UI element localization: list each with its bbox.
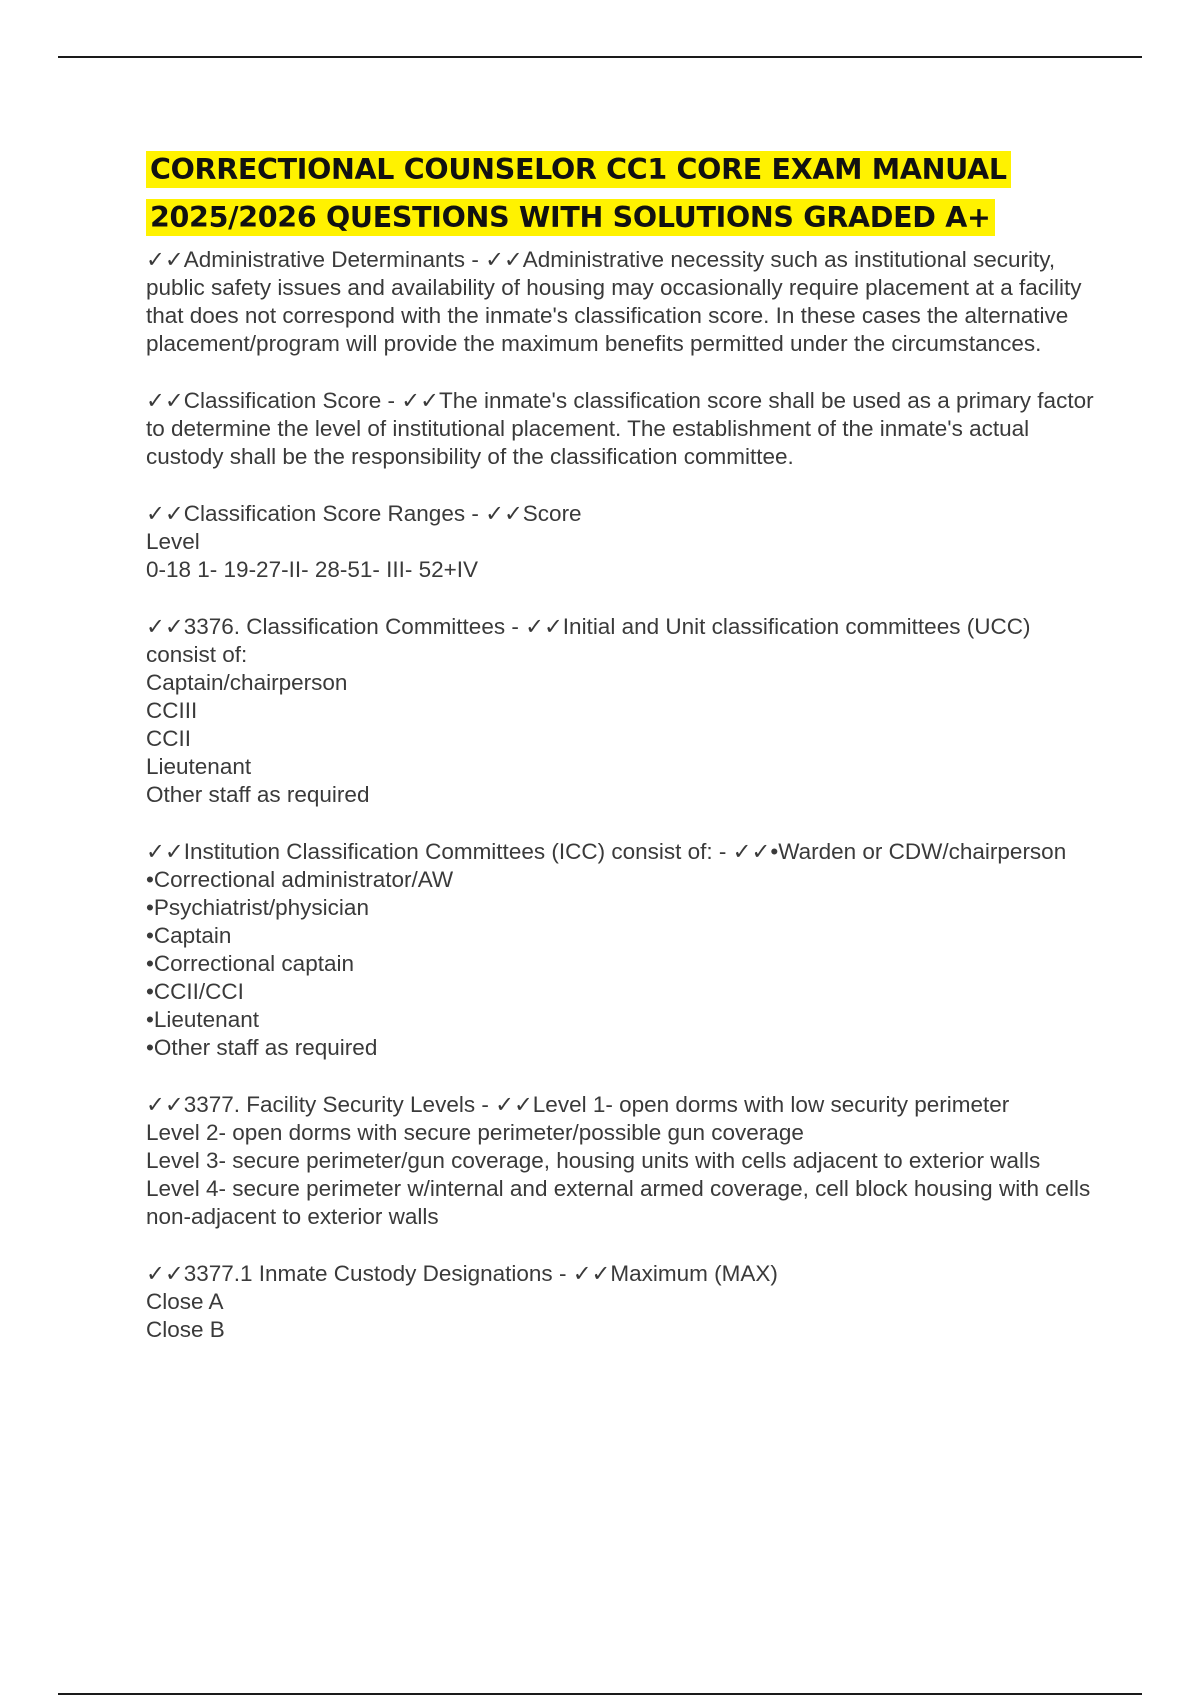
flashcard-classification-score-ranges [146,500,1096,584]
card-line: •Lieutenant [146,1007,259,1032]
flashcard-classification-committees [146,613,1096,809]
card-separator: - [475,1092,496,1117]
card-line: •Captain [146,923,232,948]
flashcard-institution-classification-committees [146,838,1096,1062]
card-separator: - [505,614,526,639]
card-line: •Other staff as required [146,1035,378,1060]
card-line: Level 4- secure perimeter w/internal and external armed coverage, cell block housing with cells non-adjacent to exterior walls [146,1176,1097,1229]
card-line: •Correctional administrator/AW [146,867,454,892]
card-line: •Correctional captain [146,951,354,976]
flashcard-administrative-determinants [146,246,1096,358]
card-answer: ✓✓Initial and Unit classification committees (UCC) consist of: [146,614,1031,667]
card-line: Other staff as required [146,782,370,807]
card-line: 0-18 1- 19-27-II- 28-51- III- 52+IV [146,557,479,582]
card-line: Lieutenant [146,754,252,779]
card-term: ✓✓Classification Score [146,388,382,413]
card-term: ✓✓3377.1 Inmate Custody Designations [146,1261,553,1286]
card-line: Level [146,529,200,554]
card-answer: ✓✓Level 1- open dorms with low security perimeter [495,1092,1010,1117]
card-answer: ✓✓Maximum (MAX) [572,1261,778,1286]
flashcard-classification-score [146,387,1096,471]
card-line: Close B [146,1317,225,1342]
card-line: Captain/chairperson [146,670,348,695]
title-line-1: CORRECTIONAL COUNSELOR CC1 CORE EXAM MANUAL [150,153,1007,186]
card-separator: - [712,839,733,864]
top-rule [58,56,1142,58]
card-term: ✓✓3377. Facility Security Levels [146,1092,476,1117]
card-line: Level 2- open dorms with secure perimeter/possible gun coverage [146,1120,804,1145]
card-answer: ✓✓Administrative necessity such as institutional security, public safety issues and availability of housing may occasionally require placement at a facility that does not correspond with the inmate's classification score. In these cases the alternative placement/program will provide the maximum benefits permitted under the circumstances. [146,247,1082,356]
card-term: ✓✓3376. Classification Committees [146,614,506,639]
card-term: ✓✓Institution Classification Committees (ICC) consist of: [146,839,713,864]
flashcard-facility-security-levels [146,1091,1096,1231]
card-term: ✓✓Classification Score Ranges [146,501,466,526]
document-body [146,146,1096,1373]
card-line: CCIII [146,698,198,723]
card-line: CCII [146,726,191,751]
card-separator: - [465,247,486,272]
card-answer: ✓✓•Warden or CDW/chairperson [732,839,1067,864]
title-line-2: 2025/2026 QUESTIONS WITH SOLUTIONS GRADED A+ [150,201,991,234]
flashcard-inmate-custody-designations [146,1260,1096,1344]
card-line: Close A [146,1289,224,1314]
card-line: •CCII/CCI [146,979,244,1004]
card-answer: ✓✓Score [485,501,582,526]
title-highlight [146,151,1011,236]
card-separator: - [465,501,486,526]
card-separator: - [381,388,402,413]
card-line: Level 3- secure perimeter/gun coverage, housing units with cells adjacent to exterior walls [146,1148,1041,1173]
document-title [146,146,1096,242]
card-answer: ✓✓The inmate's classification score shall be used as a primary factor to determine the level of institutional placement. The establishment of the inmate's actual custody shall be the responsibility of the classification committee. [146,388,1094,469]
card-line: •Psychiatrist/physician [146,895,369,920]
card-term: ✓✓Administrative Determinants [146,247,466,272]
bottom-rule [58,1693,1142,1695]
card-separator: - [552,1261,573,1286]
